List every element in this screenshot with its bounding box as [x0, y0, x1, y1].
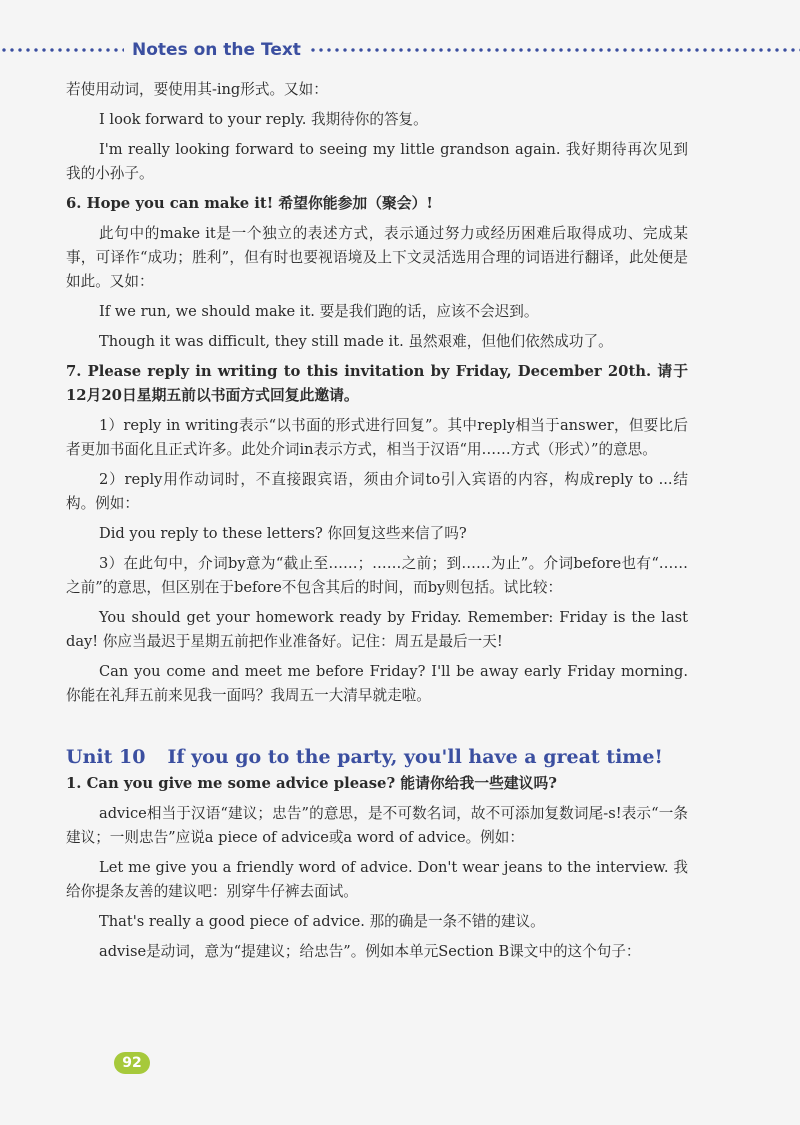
example-sentence: Though it was difficult, they still made it. 虽然艰难，但他们依然成功了。: [99, 333, 613, 350]
example-sentence: Did you reply to these letters? 你回复这些来信了吗?: [99, 525, 467, 542]
paragraph: 此句中的make it是一个独立的表述方式，表示通过努力或经历困难后取得成功、完成某事，可译作“成功；胜利”，但有时也要视语境及上下文灵活选用合理的词语进行翻译，此处便是如此。又如：: [66, 225, 688, 290]
example-sentence: I look forward to your reply. 我期待你的答复。: [99, 111, 428, 128]
paragraph: 2）reply用作动词时，不直接跟宾语，须由介词to引入宾语的内容，构成reply to ...结构。例如：: [66, 471, 688, 512]
page-content: [66, 78, 688, 964]
example-sentence: You should get your homework ready by Friday. Remember: Friday is the last day! 你应当最迟于星期五前把作业准备好。记住：周五是最后一天!: [66, 609, 688, 650]
example-sentence: Let me give you a friendly word of advice. Don't wear jeans to the interview. 我给你提条友善的建议吧：别穿牛仔裤去面试。: [66, 859, 688, 900]
section-title: Notes on the Text: [132, 40, 301, 60]
note-heading-7: 7. Please reply in writing to this invitation by Friday, December 20th. 请于12月20日星期五前以书面方式回复此邀请。: [66, 363, 688, 404]
paragraph: 若使用动词，要使用其-ing形式。又如：: [66, 81, 328, 98]
paragraph: advise是动词，意为“提建议；给忠告”。例如本单元Section B课文中的这个句子：: [99, 943, 641, 960]
dotted-rule-right: [309, 47, 800, 53]
example-sentence: That's really a good piece of advice. 那的确是一条不错的建议。: [99, 913, 545, 930]
paragraph: 1）reply in writing表示“以书面的形式进行回复”。其中reply相当于answer，但要比后者更加书面化且正式许多。此处介词in表示方式，相当于汉语“用……方式（形式）”的意思。: [66, 417, 688, 458]
example-sentence: If we run, we should make it. 要是我们跑的话，应该不会迟到。: [99, 303, 539, 320]
unit-number: Unit 10: [66, 746, 146, 768]
paragraph: advice相当于汉语“建议；忠告”的意思，是不可数名词，故不可添加复数词尾-s!表示“一条建议；一则忠告”应说a piece of advice或a word of advice。例如：: [66, 805, 688, 846]
unit-heading: [66, 744, 688, 770]
dotted-rule-left: [0, 47, 124, 53]
example-sentence: I'm really looking forward to seeing my little grandson again. 我好期待再次见到我的小孙子。: [66, 141, 688, 182]
section-header: [0, 38, 800, 62]
paragraph: 3）在此句中，介词by意为“截止至……；……之前；到……为止”。介词before也有“……之前”的意思，但区别在于before不包含其后的时间，而by则包括。试比较：: [66, 555, 688, 596]
unit-title: If you go to the party, you'll have a great time!: [167, 746, 663, 768]
note-heading-1: 1. Can you give me some advice please? 能请你给我一些建议吗?: [66, 775, 557, 792]
page-number-badge: 92: [114, 1052, 150, 1074]
note-heading-6: 6. Hope you can make it! 希望你能参加（聚会）!: [66, 195, 433, 212]
example-sentence: Can you come and meet me before Friday? I'll be away early Friday morning. 你能在礼拜五前来见我一面吗？我周五一大清早就走啦。: [66, 663, 688, 704]
